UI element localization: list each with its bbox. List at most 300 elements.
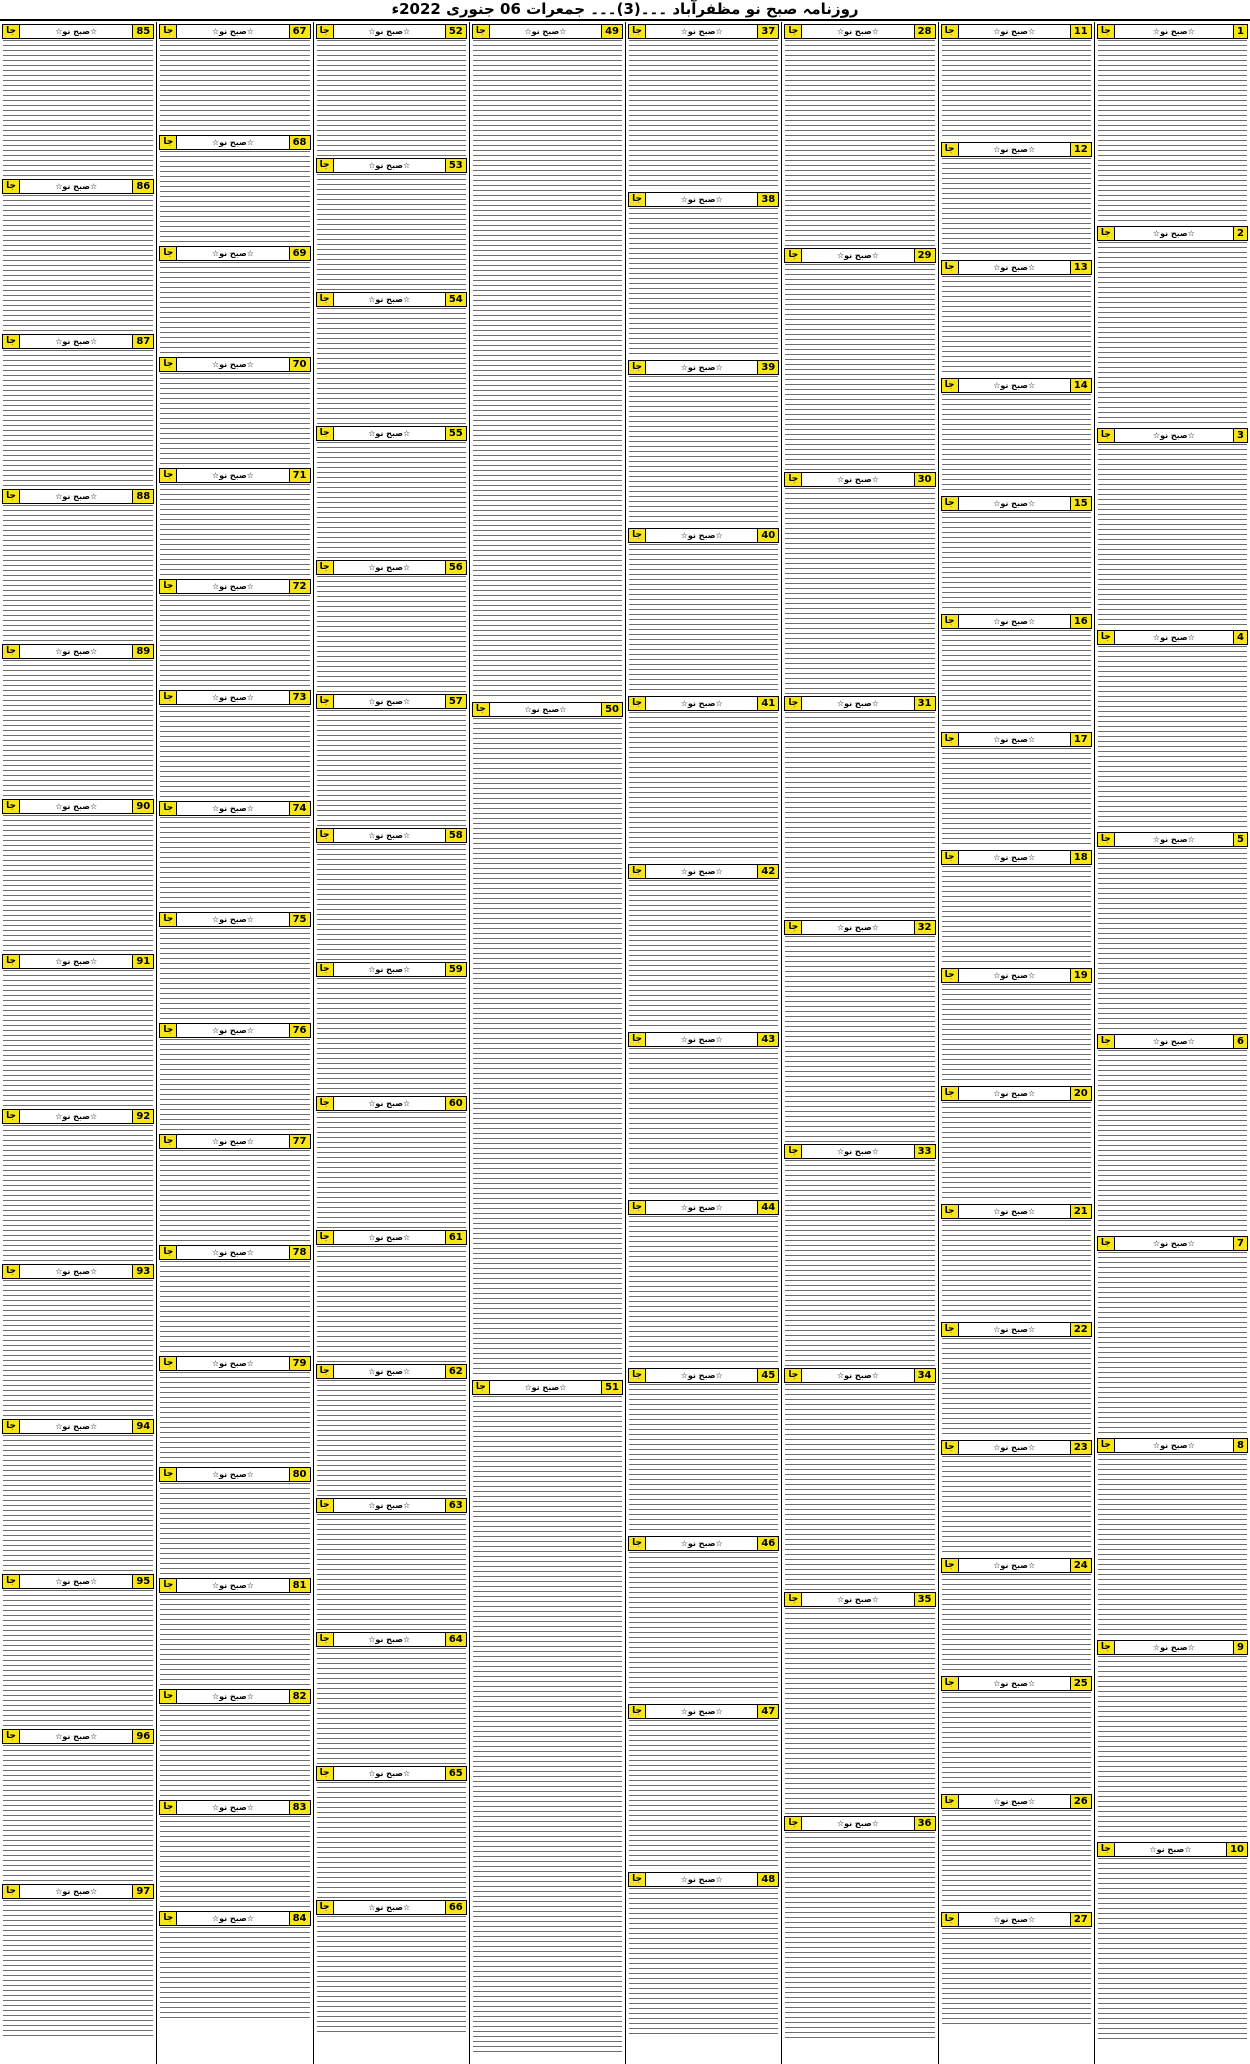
news-item-number: 62	[445, 1365, 466, 1378]
news-item-header	[941, 1558, 1092, 1573]
news-item-body	[629, 1048, 778, 1198]
news-item-header	[941, 850, 1092, 865]
news-item	[1095, 1236, 1250, 1436]
news-item-label: ☆صبح نو☆	[524, 705, 567, 714]
news-item-label: ☆صبح نو☆	[993, 499, 1036, 508]
news-item-body	[1098, 1050, 1247, 1234]
news-item-number: 10	[1226, 1843, 1247, 1856]
news-item-label: ☆صبح نو☆	[836, 1147, 879, 1156]
news-item-number: 48	[757, 1873, 778, 1886]
news-item	[626, 1704, 781, 1870]
newspaper-logo-icon: جا	[3, 1885, 20, 1898]
news-item-label: ☆صبح نو☆	[211, 1248, 254, 1257]
news-item-label: ☆صبح نو☆	[211, 1137, 254, 1146]
news-item-label: ☆صبح نو☆	[211, 1692, 254, 1701]
news-item-header	[784, 1368, 935, 1383]
news-item-body	[3, 1590, 153, 1727]
news-item	[1095, 1034, 1250, 1234]
news-item-number: 95	[132, 1575, 153, 1588]
news-item-body	[317, 1514, 466, 1630]
news-item-body	[317, 1648, 466, 1764]
news-item-header	[316, 694, 467, 709]
newspaper-logo-icon: جا	[1098, 631, 1115, 644]
newspaper-logo-icon: جا	[160, 1801, 177, 1814]
news-item	[314, 292, 469, 424]
newspaper-logo-icon: جا	[1098, 1439, 1115, 1452]
news-item-body	[785, 1384, 934, 1590]
news-item-body	[785, 1832, 934, 2038]
news-item	[0, 489, 156, 642]
news-item-body	[942, 1456, 1091, 1556]
news-item	[1095, 428, 1250, 628]
news-item-number: 23	[1070, 1441, 1091, 1454]
news-column	[938, 22, 1094, 2064]
news-item	[0, 24, 156, 177]
news-item-label: ☆صبح نو☆	[368, 1635, 411, 1644]
news-item-body	[160, 928, 309, 1021]
news-item-body	[785, 712, 934, 918]
news-item-header	[159, 1023, 310, 1038]
news-item-body	[942, 866, 1091, 966]
news-item-header	[2, 954, 154, 969]
news-item	[626, 1368, 781, 1534]
news-item-body	[942, 984, 1091, 1084]
news-item-number: 38	[757, 193, 778, 206]
news-item-body	[942, 748, 1091, 848]
news-item-body	[1098, 1252, 1247, 1436]
news-item-header	[941, 378, 1092, 393]
news-item	[939, 378, 1094, 494]
news-item-body	[785, 1160, 934, 1366]
news-item	[314, 426, 469, 558]
news-item-number: 45	[757, 1369, 778, 1382]
news-item-number: 54	[445, 293, 466, 306]
news-item-label: ☆صبح نو☆	[368, 563, 411, 572]
news-item-body	[317, 1916, 466, 2032]
news-item-body	[629, 208, 778, 358]
news-item-header	[784, 1816, 935, 1831]
news-item-body	[317, 1380, 466, 1496]
news-item-body	[3, 660, 153, 797]
news-item-body	[160, 817, 309, 910]
news-item-header	[472, 24, 623, 39]
news-item	[1095, 630, 1250, 830]
news-item-number: 83	[289, 1801, 310, 1814]
news-item-number: 78	[289, 1246, 310, 1259]
news-item-header	[159, 579, 310, 594]
news-item-body	[3, 350, 153, 487]
news-item-number: 46	[757, 1537, 778, 1550]
news-item-number: 72	[289, 580, 310, 593]
news-item	[314, 24, 469, 156]
news-item-body	[1098, 1656, 1247, 1840]
news-item-header	[1097, 832, 1248, 847]
news-item-number: 77	[289, 1135, 310, 1148]
news-item-number: 61	[445, 1231, 466, 1244]
news-item-header	[472, 1380, 623, 1395]
news-item-label: ☆صبح نو☆	[993, 1325, 1036, 1334]
news-item-number: 71	[289, 469, 310, 482]
news-item-label: ☆صبح نو☆	[680, 195, 723, 204]
news-item-number: 40	[757, 529, 778, 542]
news-item	[157, 1134, 312, 1243]
news-item-header	[159, 1356, 310, 1371]
news-column	[625, 22, 781, 2064]
news-item	[782, 696, 937, 918]
news-item-body	[160, 706, 309, 799]
news-column	[313, 22, 469, 2064]
news-item-number: 82	[289, 1690, 310, 1703]
news-item-header	[2, 644, 154, 659]
news-item-label: ☆صبح نو☆	[993, 263, 1036, 272]
news-item-body	[160, 1261, 309, 1354]
newspaper-logo-icon: جا	[317, 561, 334, 574]
news-item-label: ☆صبح نو☆	[55, 1887, 98, 1896]
news-item-number: 8	[1233, 1439, 1247, 1452]
news-item-label: ☆صبح نو☆	[55, 492, 98, 501]
news-item	[939, 24, 1094, 140]
news-item-label: ☆صبح نو☆	[368, 965, 411, 974]
news-item-label: ☆صبح نو☆	[680, 1203, 723, 1212]
news-item-label: ☆صبح نو☆	[680, 1539, 723, 1548]
news-item-header	[2, 179, 154, 194]
news-item	[939, 1794, 1094, 1910]
newspaper-logo-icon: جا	[3, 1575, 20, 1588]
newspaper-logo-icon: جا	[160, 469, 177, 482]
news-item-label: ☆صبح نو☆	[680, 1371, 723, 1380]
news-item-number: 32	[914, 921, 935, 934]
news-item-body	[3, 1280, 153, 1417]
news-item	[939, 260, 1094, 376]
news-item-body	[942, 1338, 1091, 1438]
news-item-label: ☆صبح نو☆	[368, 1099, 411, 1108]
news-item-label: ☆صبح نو☆	[836, 699, 879, 708]
news-item-header	[316, 1632, 467, 1647]
news-item-number: 21	[1070, 1205, 1091, 1218]
news-item-number: 53	[445, 159, 466, 172]
news-item-body	[160, 1372, 309, 1465]
newspaper-logo-icon: جا	[317, 695, 334, 708]
news-item-header	[784, 1592, 935, 1607]
news-item-header	[159, 24, 310, 39]
news-item	[0, 799, 156, 952]
news-item-header	[1097, 226, 1248, 241]
news-item-body	[473, 1396, 622, 2056]
newspaper-logo-icon: جا	[160, 247, 177, 260]
news-item-body	[3, 1125, 153, 1262]
news-item-header	[159, 1578, 310, 1593]
news-item	[0, 179, 156, 332]
news-item	[939, 496, 1094, 612]
news-item-header	[2, 1884, 154, 1899]
news-item	[939, 1086, 1094, 1202]
news-item-body	[785, 264, 934, 470]
newspaper-logo-icon: جا	[942, 969, 959, 982]
news-item	[782, 920, 937, 1142]
news-item-number: 17	[1070, 733, 1091, 746]
news-item-body	[3, 1745, 153, 1882]
news-item	[939, 1558, 1094, 1674]
news-item-label: ☆صبح نو☆	[55, 27, 98, 36]
news-item-header	[2, 799, 154, 814]
news-item	[939, 968, 1094, 1084]
newspaper-logo-icon: جا	[629, 697, 646, 710]
news-item-header	[316, 292, 467, 307]
newspaper-logo-icon: جا	[629, 529, 646, 542]
news-item-header	[941, 142, 1092, 157]
newspaper-logo-icon: جا	[942, 1205, 959, 1218]
news-item	[1095, 832, 1250, 1032]
news-item-number: 44	[757, 1201, 778, 1214]
news-item-header	[784, 1144, 935, 1159]
news-item-header	[941, 968, 1092, 983]
news-item-header	[159, 1911, 310, 1926]
news-item-number: 91	[132, 955, 153, 968]
news-item-body	[942, 1220, 1091, 1320]
news-item	[626, 192, 781, 358]
news-item-header	[1097, 1438, 1248, 1453]
news-item-header	[941, 260, 1092, 275]
news-item-label: ☆صبح نو☆	[524, 27, 567, 36]
news-item-header	[159, 1245, 310, 1260]
newspaper-logo-icon: جا	[473, 25, 490, 38]
newspaper-logo-icon: جا	[785, 25, 802, 38]
news-item-header	[1097, 24, 1248, 39]
newspaper-logo-icon: جا	[160, 1024, 177, 1037]
news-item-number: 92	[132, 1110, 153, 1123]
news-item	[0, 1109, 156, 1262]
news-item	[314, 1766, 469, 1898]
news-item-number: 20	[1070, 1087, 1091, 1100]
news-item-label: ☆صبح نو☆	[211, 471, 254, 480]
news-item-body	[473, 40, 622, 700]
news-item-label: ☆صبح نو☆	[211, 1803, 254, 1812]
news-item	[314, 828, 469, 960]
news-item-label: ☆صبح نو☆	[993, 971, 1036, 980]
news-item-label: ☆صبح نو☆	[836, 251, 879, 260]
news-item	[626, 24, 781, 190]
news-item-label: ☆صبح نو☆	[524, 1383, 567, 1392]
news-column	[0, 22, 156, 2064]
news-item	[939, 1912, 1094, 2028]
masthead-rule	[0, 19, 1250, 21]
newspaper-logo-icon: جا	[785, 1145, 802, 1158]
news-item-number: 52	[445, 25, 466, 38]
newspaper-logo-icon: جا	[317, 1365, 334, 1378]
news-item-body	[629, 1216, 778, 1366]
news-item-body	[785, 40, 934, 246]
news-item-body	[3, 505, 153, 642]
news-item-header	[159, 135, 310, 150]
news-item-label: ☆صبح نو☆	[55, 337, 98, 346]
news-item-body	[785, 488, 934, 694]
news-item-header	[941, 1322, 1092, 1337]
news-item-label: ☆صبح نو☆	[211, 1026, 254, 1035]
news-item-header	[2, 1109, 154, 1124]
news-item-header	[316, 24, 467, 39]
news-item	[314, 1632, 469, 1764]
news-item-label: ☆صبح نو☆	[1152, 835, 1195, 844]
newspaper-logo-icon: جا	[1098, 1035, 1115, 1048]
news-item-label: ☆صبح نو☆	[55, 1577, 98, 1586]
news-item-label: ☆صبح نو☆	[993, 735, 1036, 744]
news-item-number: 55	[445, 427, 466, 440]
news-item-header	[1097, 428, 1248, 443]
news-item	[1095, 1640, 1250, 1840]
news-item-header	[628, 864, 779, 879]
news-item-number: 31	[914, 697, 935, 710]
news-item	[0, 954, 156, 1107]
news-item-number: 9	[1233, 1641, 1247, 1654]
news-item-label: ☆صبح نو☆	[1152, 1441, 1195, 1450]
newspaper-logo-icon: جا	[3, 1420, 20, 1433]
news-item	[939, 1676, 1094, 1792]
news-item-label: ☆صبح نو☆	[55, 647, 98, 656]
newspaper-logo-icon: جا	[942, 379, 959, 392]
newspaper-logo-icon: جا	[942, 851, 959, 864]
news-item-label: ☆صبح نو☆	[55, 182, 98, 191]
news-item-number: 65	[445, 1767, 466, 1780]
newspaper-logo-icon: جا	[942, 143, 959, 156]
news-item-header	[316, 1498, 467, 1513]
news-item	[314, 694, 469, 826]
news-item-header	[628, 1200, 779, 1215]
newspaper-logo-icon: جا	[1098, 1843, 1115, 1856]
news-item-number: 93	[132, 1265, 153, 1278]
newspaper-logo-icon: جا	[3, 645, 20, 658]
news-item-header	[159, 468, 310, 483]
news-item-label: ☆صبح نو☆	[368, 1903, 411, 1912]
news-item-label: ☆صبح نو☆	[836, 27, 879, 36]
news-item	[782, 248, 937, 470]
news-item-number: 36	[914, 1817, 935, 1830]
news-item-number: 63	[445, 1499, 466, 1512]
news-item-number: 11	[1070, 25, 1091, 38]
news-item-number: 6	[1233, 1035, 1247, 1048]
news-item-header	[628, 1872, 779, 1887]
newspaper-logo-icon: جا	[317, 1767, 334, 1780]
news-item	[157, 1467, 312, 1576]
news-item	[939, 142, 1094, 258]
news-item	[0, 644, 156, 797]
news-item-body	[160, 1927, 309, 2020]
news-item-label: ☆صبح نو☆	[993, 145, 1036, 154]
newspaper-logo-icon: جا	[942, 615, 959, 628]
news-item-label: ☆صبح نو☆	[368, 697, 411, 706]
news-item-body	[785, 936, 934, 1142]
news-item-header	[316, 1766, 467, 1781]
news-item-body	[317, 1246, 466, 1362]
news-item-body	[942, 512, 1091, 612]
news-item-label: ☆صبح نو☆	[680, 1707, 723, 1716]
news-item-label: ☆صبح نو☆	[211, 27, 254, 36]
news-item-body	[942, 158, 1091, 258]
news-item-header	[2, 1729, 154, 1744]
news-item-body	[160, 1816, 309, 1909]
news-item-label: ☆صبح نو☆	[211, 1359, 254, 1368]
newspaper-logo-icon: جا	[942, 261, 959, 274]
newspaper-logo-icon: جا	[3, 955, 20, 968]
newspaper-logo-icon: جا	[629, 1201, 646, 1214]
news-item-number: 60	[445, 1097, 466, 1110]
news-item	[939, 850, 1094, 966]
news-item-number: 47	[757, 1705, 778, 1718]
news-item-body	[160, 595, 309, 688]
news-item-number: 33	[914, 1145, 935, 1158]
news-item-label: ☆صبح نو☆	[368, 27, 411, 36]
news-item	[157, 1800, 312, 1909]
news-item	[157, 1689, 312, 1798]
news-item-body	[160, 484, 309, 577]
news-item	[782, 1592, 937, 1814]
news-item-header	[316, 426, 467, 441]
news-item-label: ☆صبح نو☆	[368, 1233, 411, 1242]
news-item-body	[942, 276, 1091, 376]
news-item-body	[1098, 848, 1247, 1032]
newspaper-logo-icon: جا	[160, 691, 177, 704]
newspaper-logo-icon: جا	[3, 490, 20, 503]
newspaper-logo-icon: جا	[629, 193, 646, 206]
news-item	[314, 1498, 469, 1630]
newspaper-logo-icon: جا	[317, 25, 334, 38]
newspaper-logo-icon: جا	[3, 1265, 20, 1278]
news-item-body	[317, 844, 466, 960]
news-item-number: 81	[289, 1579, 310, 1592]
news-item-number: 1	[1233, 25, 1247, 38]
newspaper-logo-icon: جا	[3, 25, 20, 38]
newspaper-logo-icon: جا	[473, 703, 490, 716]
news-item-number: 86	[132, 180, 153, 193]
news-item-number: 14	[1070, 379, 1091, 392]
news-item-body	[3, 195, 153, 332]
news-item-number: 29	[914, 249, 935, 262]
news-item-number: 16	[1070, 615, 1091, 628]
news-item-number: 88	[132, 490, 153, 503]
news-item-body	[160, 1594, 309, 1687]
news-item-label: ☆صبح نو☆	[368, 161, 411, 170]
news-item-label: ☆صبح نو☆	[680, 867, 723, 876]
newspaper-logo-icon: جا	[942, 1087, 959, 1100]
newspaper-logo-icon: جا	[942, 25, 959, 38]
news-item-label: ☆صبح نو☆	[211, 1470, 254, 1479]
news-item-body	[942, 630, 1091, 730]
news-item-number: 39	[757, 361, 778, 374]
news-item-number: 68	[289, 136, 310, 149]
news-item-header	[628, 360, 779, 375]
news-item-label: ☆صبح نو☆	[680, 699, 723, 708]
news-item-number: 41	[757, 697, 778, 710]
newspaper-logo-icon: جا	[160, 1468, 177, 1481]
news-item-number: 42	[757, 865, 778, 878]
news-item-header	[1097, 630, 1248, 645]
newspaper-logo-icon: جا	[317, 159, 334, 172]
news-item	[0, 1419, 156, 1572]
news-item-number: 89	[132, 645, 153, 658]
newspaper-logo-icon: جا	[317, 1231, 334, 1244]
newspaper-logo-icon: جا	[317, 1097, 334, 1110]
news-item-header	[941, 1912, 1092, 1927]
news-item-body	[3, 1435, 153, 1572]
news-item	[470, 24, 625, 700]
news-item-label: ☆صبح نو☆	[1152, 1239, 1195, 1248]
news-item-body	[1098, 646, 1247, 830]
news-item-body	[942, 1574, 1091, 1674]
news-item-body	[3, 815, 153, 952]
news-item	[157, 801, 312, 910]
news-item	[314, 962, 469, 1094]
news-item-number: 66	[445, 1901, 466, 1914]
news-item-header	[159, 801, 310, 816]
